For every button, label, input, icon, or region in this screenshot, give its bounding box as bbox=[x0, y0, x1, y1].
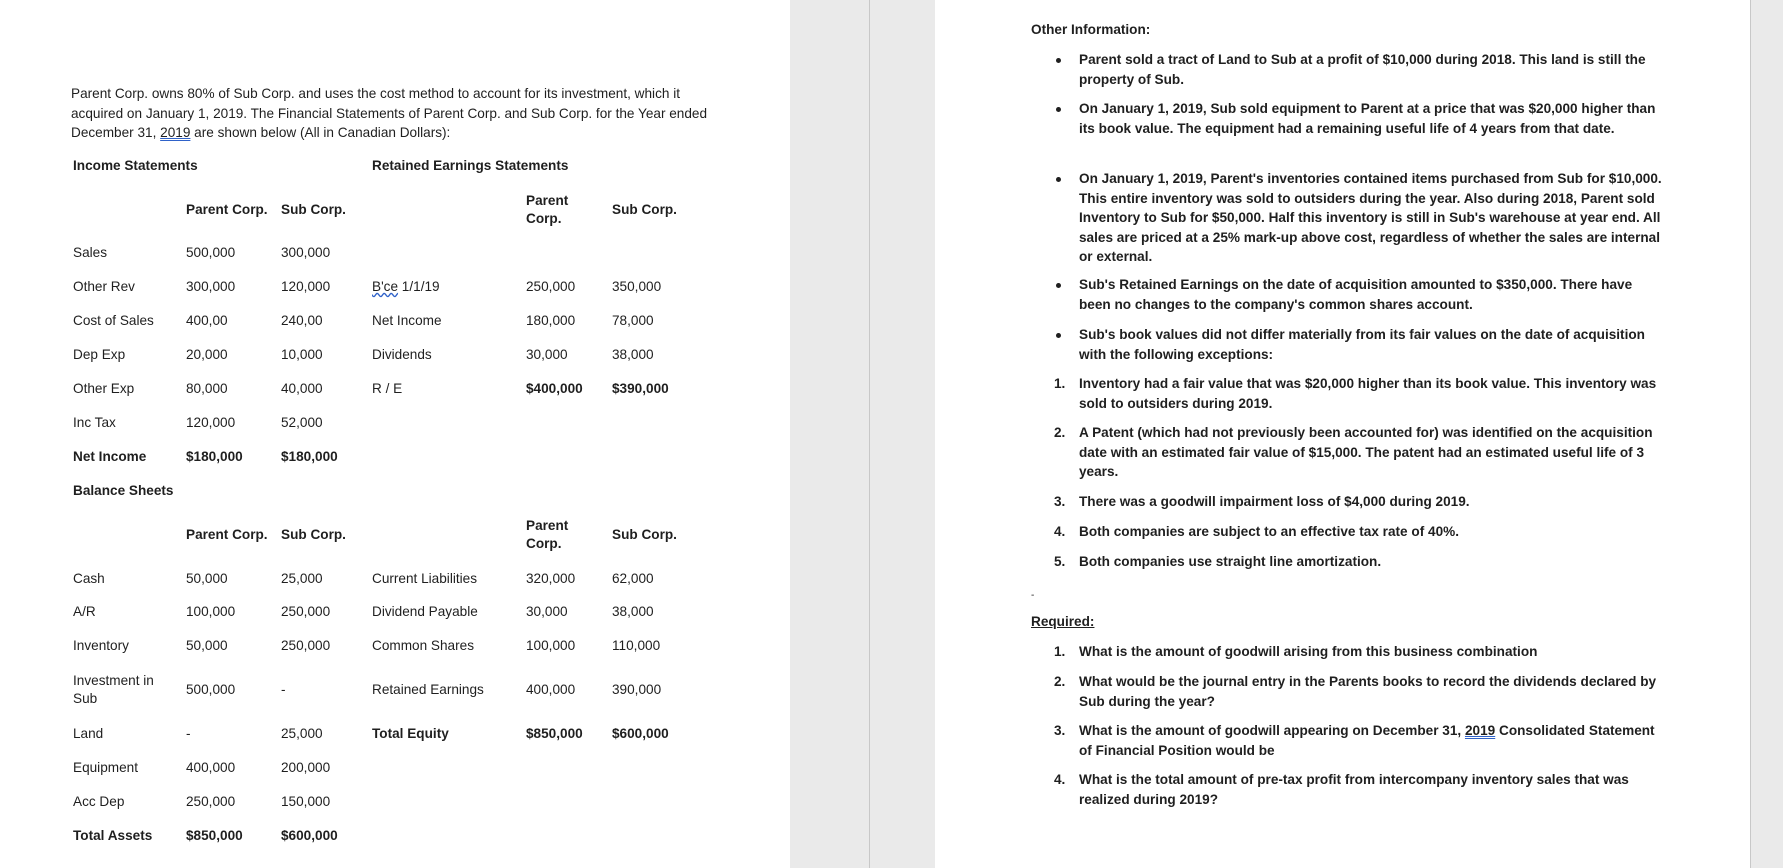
retained-row-sub: 78,000 bbox=[612, 313, 654, 328]
asset-label: Inventory bbox=[73, 638, 129, 653]
income-row-parent: 20,000 bbox=[186, 347, 228, 362]
retained-row-label: Net Income bbox=[372, 313, 442, 328]
asset-label: Cash bbox=[73, 571, 105, 586]
page-gap-line bbox=[869, 0, 870, 868]
income-row-sub: 300,000 bbox=[281, 245, 331, 260]
other-info-title: Other Information: bbox=[1031, 22, 1151, 37]
income-row-parent: 400,00 bbox=[186, 313, 228, 328]
bullet-icon bbox=[1056, 107, 1061, 112]
income-row-parent: 120,000 bbox=[186, 415, 236, 430]
retained-row-sub: $390,000 bbox=[612, 381, 669, 396]
income-col-parent: Parent Corp. bbox=[186, 202, 268, 217]
total-assets-sub: $600,000 bbox=[281, 828, 338, 843]
intro-year: 2019 bbox=[160, 125, 191, 140]
other-bullet: On January 1, 2019, Sub sold equipment to Parent at a price that was $20,000 higher than its book value. The equipment had a remaining useful life of 4 years from that date. bbox=[1079, 101, 1656, 136]
question-text: What would be the journal entry in the Parents books to record the dividends declared by Sub during the year? bbox=[1079, 674, 1657, 709]
income-row-label: Dep Exp bbox=[73, 347, 126, 362]
retained-row-label bbox=[372, 278, 440, 295]
retained-row-parent: $400,000 bbox=[526, 381, 583, 396]
retained-row-sub: 38,000 bbox=[612, 347, 654, 362]
income-row-label: Inc Tax bbox=[73, 415, 116, 430]
total-equity-sub: $600,000 bbox=[612, 726, 669, 741]
total-equity-parent: $850,000 bbox=[526, 726, 583, 741]
retained-row-parent: 30,000 bbox=[526, 347, 568, 362]
question-number: 2. bbox=[1054, 674, 1066, 689]
equity-parent: 30,000 bbox=[526, 604, 568, 619]
retained-row-label: R / E bbox=[372, 381, 403, 396]
income-row-label: Cost of Sales bbox=[73, 313, 154, 328]
other-bullet: Sub's book values did not differ materially from its fair values on the date of acquisition with the following exceptions: bbox=[1079, 327, 1645, 362]
exception-number: 5. bbox=[1054, 554, 1066, 569]
exception-number: 3. bbox=[1054, 494, 1066, 509]
asset-parent: 500,000 bbox=[186, 682, 236, 697]
income-row-sub: 40,000 bbox=[281, 381, 323, 396]
bullet-icon bbox=[1056, 283, 1061, 288]
total-assets-parent: $850,000 bbox=[186, 828, 243, 843]
equity-sub: 38,000 bbox=[612, 604, 654, 619]
asset-label: Equipment bbox=[73, 760, 138, 775]
exception-number: 2. bbox=[1054, 425, 1066, 440]
intro-paragraph bbox=[71, 84, 711, 143]
income-row-label: Other Rev bbox=[73, 279, 135, 294]
equity-sub: 390,000 bbox=[612, 682, 662, 697]
asset-sub: 250,000 bbox=[281, 638, 331, 653]
question-text bbox=[1079, 721, 1659, 760]
income-row-label: Sales bbox=[73, 245, 108, 260]
retained-row-parent: 250,000 bbox=[526, 279, 576, 294]
left-page bbox=[0, 0, 790, 868]
balance-col-sub: Sub Corp. bbox=[281, 527, 346, 542]
retained-row-label-rest: 1/1/19 bbox=[398, 279, 440, 294]
income-col-sub: Sub Corp. bbox=[281, 202, 346, 217]
bullet-icon bbox=[1056, 333, 1061, 338]
asset-sub: 250,000 bbox=[281, 604, 331, 619]
page-edge-line bbox=[1750, 0, 1751, 868]
balance-title: Balance Sheets bbox=[73, 483, 174, 498]
asset-sub: - bbox=[281, 682, 286, 697]
asset-sub: 25,000 bbox=[281, 571, 323, 586]
income-row-parent: 80,000 bbox=[186, 381, 228, 396]
exception-text: Both companies are subject to an effective tax rate of 40%. bbox=[1079, 524, 1459, 539]
income-row-sub: 10,000 bbox=[281, 347, 323, 362]
asset-parent: 50,000 bbox=[186, 571, 228, 586]
balance-col-parent-right: Parent Corp. bbox=[526, 518, 569, 551]
asset-sub: 25,000 bbox=[281, 726, 323, 741]
asset-label: Investment in Sub bbox=[73, 673, 154, 706]
total-assets-label: Total Assets bbox=[73, 828, 153, 843]
retained-row-sub: 350,000 bbox=[612, 279, 662, 294]
question-number: 3. bbox=[1054, 723, 1066, 738]
equity-sub: 62,000 bbox=[612, 571, 654, 586]
intro-text-end: are shown below (All in Canadian Dollars): bbox=[190, 125, 451, 140]
equity-label: Common Shares bbox=[372, 638, 474, 653]
exception-text: A Patent (which had not previously been accounted for) was identified on the acquisition date with an estimated fair value of $15,000. The patent had an estimated useful life of 3 years. bbox=[1079, 425, 1653, 479]
asset-parent: 100,000 bbox=[186, 604, 236, 619]
equity-parent: 100,000 bbox=[526, 638, 576, 653]
retained-row-parent: 180,000 bbox=[526, 313, 576, 328]
exception-text: Inventory had a fair value that was $20,000 higher than its book value. This inventory was sold to outsiders during 2019. bbox=[1079, 376, 1657, 411]
income-net-parent: $180,000 bbox=[186, 449, 243, 464]
retained-col-parent: Parent Corp. bbox=[526, 193, 569, 226]
asset-label: A/R bbox=[73, 604, 96, 619]
right-page bbox=[935, 0, 1750, 868]
exception-number: 1. bbox=[1054, 376, 1066, 391]
question-number: 4. bbox=[1054, 772, 1066, 787]
question-text: What is the total amount of pre-tax profit from intercompany inventory sales that was realized during 2019? bbox=[1079, 772, 1629, 807]
question-year: 2019 bbox=[1464, 723, 1496, 738]
asset-parent: 50,000 bbox=[186, 638, 228, 653]
income-row-sub: 52,000 bbox=[281, 415, 323, 430]
retained-row-label-prefix: B'ce bbox=[372, 279, 399, 294]
equity-label: Current Liabilities bbox=[372, 571, 478, 586]
equity-sub: 110,000 bbox=[612, 638, 661, 653]
question-text-pre: What is the amount of goodwill appearing on December 31, bbox=[1079, 723, 1465, 738]
asset-parent: 250,000 bbox=[186, 794, 236, 809]
exception-number: 4. bbox=[1054, 524, 1066, 539]
question-text: What is the amount of goodwill arising from this business combination bbox=[1079, 644, 1538, 659]
asset-sub: 150,000 bbox=[281, 794, 331, 809]
intro-text: Parent Corp. owns 80% of Sub Corp. and uses the cost method to account for its investment, which it acquired on January 1, 2019. The Financial Statements of Parent Corp. and Sub Corp. for the Year ended December 31, bbox=[71, 86, 708, 140]
balance-col-parent: Parent Corp. bbox=[186, 527, 268, 542]
asset-parent: 400,000 bbox=[186, 760, 236, 775]
income-net-label: Net Income bbox=[73, 449, 147, 464]
income-row-parent: 300,000 bbox=[186, 279, 236, 294]
income-row-sub: 120,000 bbox=[281, 279, 331, 294]
question-text-post: Consolidated Statement of Financial Position would be bbox=[1079, 723, 1655, 758]
retained-title: Retained Earnings Statements bbox=[372, 158, 569, 173]
retained-row-label: Dividends bbox=[372, 347, 432, 362]
equity-label: Dividend Payable bbox=[372, 604, 478, 619]
income-row-label: Other Exp bbox=[73, 381, 135, 396]
asset-label: Acc Dep bbox=[73, 794, 125, 809]
asset-sub: 200,000 bbox=[281, 760, 331, 775]
income-row-parent: 500,000 bbox=[186, 245, 236, 260]
equity-parent: 400,000 bbox=[526, 682, 576, 697]
income-row-sub: 240,00 bbox=[281, 313, 323, 328]
required-title: Required: bbox=[1031, 614, 1095, 629]
stray-dash: - bbox=[1031, 590, 1035, 601]
equity-label: Retained Earnings bbox=[372, 682, 484, 697]
balance-col-sub-right: Sub Corp. bbox=[612, 527, 677, 542]
income-net-sub: $180,000 bbox=[281, 449, 338, 464]
exception-text: Both companies use straight line amortization. bbox=[1079, 554, 1382, 569]
other-bullet: On January 1, 2019, Parent's inventories contained items purchased from Sub for $10,000. This entire inventory was sold to outsiders during the year. Also during 2018, Parent sold Inventory to Sub for $50,000. Half this inventory is still in Sub's warehouse at year end. All sales are priced at a 25% mark-up above cost, regardless of whether the sales are internal or external. bbox=[1079, 171, 1662, 264]
income-title: Income Statements bbox=[73, 158, 198, 173]
total-equity-label: Total Equity bbox=[372, 726, 449, 741]
other-bullet: Sub's Retained Earnings on the date of acquisition amounted to $350,000. There have been no changes to the company's common shares account. bbox=[1079, 277, 1633, 312]
retained-col-sub: Sub Corp. bbox=[612, 202, 677, 217]
bullet-icon bbox=[1056, 177, 1061, 182]
equity-parent: 320,000 bbox=[526, 571, 576, 586]
question-number: 1. bbox=[1054, 644, 1066, 659]
exception-text: There was a goodwill impairment loss of $4,000 during 2019. bbox=[1079, 494, 1470, 509]
bullet-icon bbox=[1056, 58, 1061, 63]
other-bullet: Parent sold a tract of Land to Sub at a profit of $10,000 during 2018. This land is still the property of Sub. bbox=[1079, 52, 1646, 87]
asset-label: Land bbox=[73, 726, 104, 741]
asset-parent: - bbox=[186, 726, 191, 741]
